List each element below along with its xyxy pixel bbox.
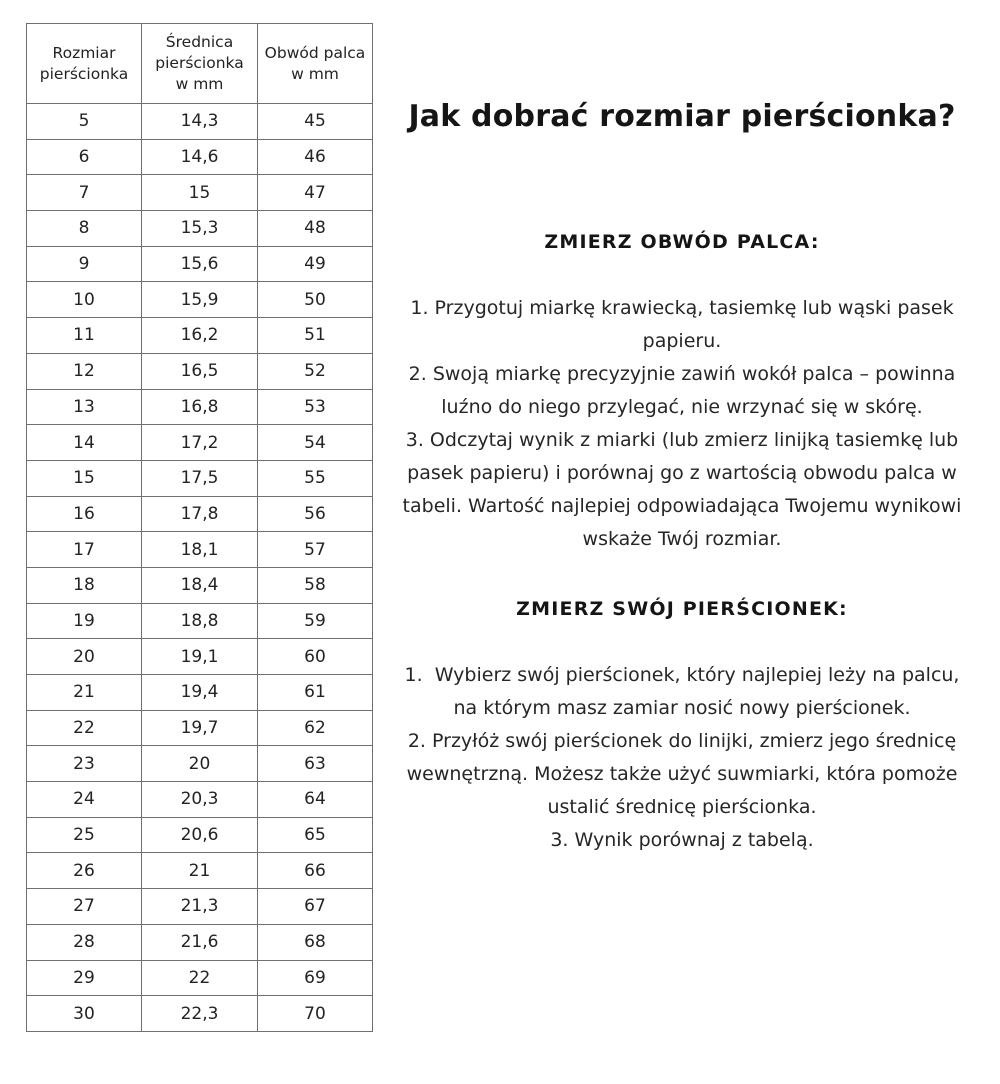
instruction-item: 2. Swoją miarkę precyzyjnie zawiń wokół palca – powinna luźno do niego przylegać, nie wrzynać się w skórę. xyxy=(408,363,956,418)
table-cell: 57 xyxy=(258,532,373,568)
table-cell: 45 xyxy=(258,104,373,140)
table-cell: 16,8 xyxy=(142,389,258,425)
table-row xyxy=(27,246,373,282)
table-cell: 20,6 xyxy=(142,817,258,853)
table-cell: 9 xyxy=(27,246,142,282)
table-cell: 17,5 xyxy=(142,460,258,496)
table-cell: 18 xyxy=(27,567,142,603)
table-cell: 51 xyxy=(258,318,373,354)
instruction-item: 3. Wynik porównaj z tabelą. xyxy=(550,829,814,851)
table-cell: 61 xyxy=(258,675,373,711)
table-cell: 10 xyxy=(27,282,142,318)
table-cell: 54 xyxy=(258,425,373,461)
instructions-measure-finger xyxy=(398,292,966,556)
table-cell: 7 xyxy=(27,175,142,211)
instruction-item: 2. Przyłóż swój pierścionek do linijki, zmierz jego średnicę wewnętrzną. Możesz także użyć suwmiarki, która pomoże ustalić średnicę pierścionka. xyxy=(406,730,958,818)
table-row xyxy=(27,425,373,461)
table-cell: 27 xyxy=(27,889,142,925)
table-row xyxy=(27,782,373,818)
table-cell: 22 xyxy=(27,710,142,746)
table-cell: 15,3 xyxy=(142,211,258,247)
table-cell: 67 xyxy=(258,889,373,925)
table-row xyxy=(27,675,373,711)
table-row xyxy=(27,603,373,639)
table-cell: 29 xyxy=(27,960,142,996)
table-cell: 16,2 xyxy=(142,318,258,354)
table-row xyxy=(27,211,373,247)
table-cell: 18,1 xyxy=(142,532,258,568)
table-cell: 19,1 xyxy=(142,639,258,675)
table-cell: 65 xyxy=(258,817,373,853)
table-cell: 19,4 xyxy=(142,675,258,711)
table-cell: 5 xyxy=(27,104,142,140)
table-row xyxy=(27,175,373,211)
table-row xyxy=(27,746,373,782)
table-cell: 28 xyxy=(27,924,142,960)
ring-size-table-body xyxy=(27,104,373,1032)
ring-size-table-header-row xyxy=(27,24,373,104)
table-row xyxy=(27,639,373,675)
table-cell: 49 xyxy=(258,246,373,282)
table-header-cell: Średnica pierścionka w mm xyxy=(142,24,258,104)
table-cell: 66 xyxy=(258,853,373,889)
table-cell: 19 xyxy=(27,603,142,639)
table-cell: 15 xyxy=(142,175,258,211)
ring-size-table xyxy=(26,23,373,1032)
table-row xyxy=(27,389,373,425)
instruction-item: 3. Odczytaj wynik z miarki (lub zmierz linijką tasiemkę lub pasek papieru) i porównaj go z wartością obwodu palca w tabeli. Wartość najlepiej odpowiadająca Twojemu wynikowi wskaże Twój rozmiar. xyxy=(402,429,962,550)
table-cell: 21,3 xyxy=(142,889,258,925)
table-cell: 14 xyxy=(27,425,142,461)
table-cell: 58 xyxy=(258,567,373,603)
table-cell: 69 xyxy=(258,960,373,996)
table-cell: 16,5 xyxy=(142,353,258,389)
table-cell: 26 xyxy=(27,853,142,889)
table-cell: 17,2 xyxy=(142,425,258,461)
table-cell: 55 xyxy=(258,460,373,496)
table-row xyxy=(27,496,373,532)
table-cell: 68 xyxy=(258,924,373,960)
guide-content xyxy=(398,0,966,857)
table-row xyxy=(27,104,373,140)
instruction-item: 1. Wybierz swój pierścionek, który najlepiej leży na palcu, na którym masz zamiar nosić nowy pierścionek. xyxy=(404,664,960,719)
table-cell: 6 xyxy=(27,139,142,175)
instructions-measure-ring xyxy=(398,659,966,857)
table-header-cell: Obwód palca w mm xyxy=(258,24,373,104)
table-cell: 12 xyxy=(27,353,142,389)
table-cell: 48 xyxy=(258,211,373,247)
table-cell: 46 xyxy=(258,139,373,175)
table-cell: 60 xyxy=(258,639,373,675)
table-cell: 21 xyxy=(142,853,258,889)
table-cell: 17 xyxy=(27,532,142,568)
table-cell: 30 xyxy=(27,996,142,1032)
table-cell: 56 xyxy=(258,496,373,532)
table-cell: 14,6 xyxy=(142,139,258,175)
section-heading-measure-ring: ZMIERZ SWÓJ PIERŚCIONEK: xyxy=(516,598,848,620)
table-cell: 50 xyxy=(258,282,373,318)
table-row xyxy=(27,996,373,1032)
table-cell: 25 xyxy=(27,817,142,853)
table-cell: 21 xyxy=(27,675,142,711)
table-cell: 15,9 xyxy=(142,282,258,318)
table-cell: 20 xyxy=(142,746,258,782)
table-row xyxy=(27,139,373,175)
table-row xyxy=(27,353,373,389)
table-cell: 15,6 xyxy=(142,246,258,282)
table-cell: 14,3 xyxy=(142,104,258,140)
table-cell: 11 xyxy=(27,318,142,354)
table-row xyxy=(27,460,373,496)
table-cell: 18,8 xyxy=(142,603,258,639)
table-cell: 20 xyxy=(27,639,142,675)
page-title: Jak dobrać rozmiar pierścionka? xyxy=(408,99,956,134)
table-cell: 23 xyxy=(27,746,142,782)
table-cell: 20,3 xyxy=(142,782,258,818)
table-cell: 22 xyxy=(142,960,258,996)
table-cell: 70 xyxy=(258,996,373,1032)
table-cell: 19,7 xyxy=(142,710,258,746)
table-row xyxy=(27,710,373,746)
table-row xyxy=(27,817,373,853)
table-row xyxy=(27,532,373,568)
table-row xyxy=(27,924,373,960)
table-header-cell: Rozmiar pierścionka xyxy=(27,24,142,104)
table-cell: 63 xyxy=(258,746,373,782)
table-cell: 47 xyxy=(258,175,373,211)
table-cell: 62 xyxy=(258,710,373,746)
instruction-item: 1. Przygotuj miarkę krawiecką, tasiemkę lub wąski pasek papieru. xyxy=(410,297,954,352)
table-cell: 8 xyxy=(27,211,142,247)
table-cell: 22,3 xyxy=(142,996,258,1032)
table-row xyxy=(27,282,373,318)
table-row xyxy=(27,889,373,925)
table-cell: 24 xyxy=(27,782,142,818)
section-heading-measure-finger: ZMIERZ OBWÓD PALCA: xyxy=(544,231,820,253)
table-cell: 15 xyxy=(27,460,142,496)
table-row xyxy=(27,960,373,996)
table-cell: 17,8 xyxy=(142,496,258,532)
table-row xyxy=(27,567,373,603)
table-cell: 52 xyxy=(258,353,373,389)
table-cell: 13 xyxy=(27,389,142,425)
table-cell: 59 xyxy=(258,603,373,639)
table-cell: 64 xyxy=(258,782,373,818)
table-cell: 16 xyxy=(27,496,142,532)
table-cell: 21,6 xyxy=(142,924,258,960)
table-cell: 18,4 xyxy=(142,567,258,603)
table-row xyxy=(27,853,373,889)
table-cell: 53 xyxy=(258,389,373,425)
table-row xyxy=(27,318,373,354)
